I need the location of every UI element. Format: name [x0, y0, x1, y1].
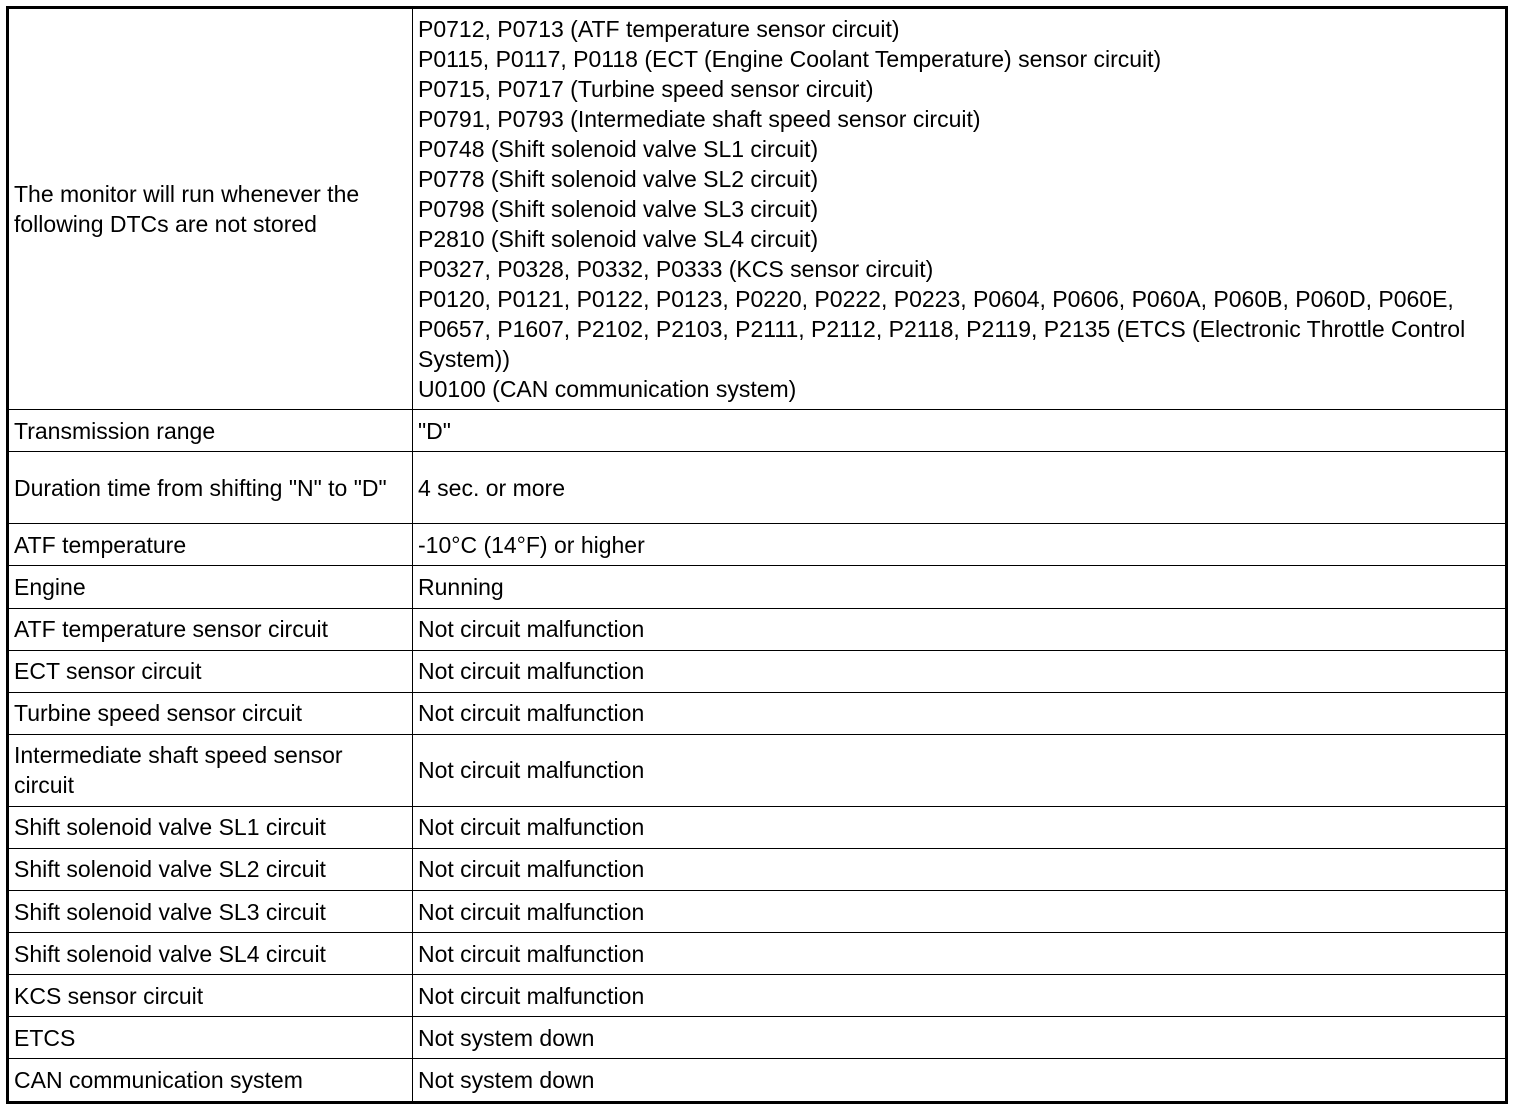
condition-label: Shift solenoid valve SL4 circuit	[9, 933, 413, 975]
condition-label: CAN communication system	[9, 1059, 413, 1101]
table-row	[9, 566, 1505, 608]
dtc-line: P0715, P0717 (Turbine speed sensor circuit)	[418, 76, 874, 103]
conditions-table	[9, 9, 1505, 1101]
table-row	[9, 692, 1505, 734]
condition-value: Not system down	[413, 1059, 1506, 1101]
condition-value: Not circuit malfunction	[413, 650, 1506, 692]
table-row	[9, 608, 1505, 650]
condition-label: KCS sensor circuit	[9, 975, 413, 1017]
table-row	[9, 848, 1505, 890]
condition-label: Shift solenoid valve SL3 circuit	[9, 890, 413, 932]
dtc-condition-label: The monitor will run whenever the following DTCs are not stored	[9, 9, 413, 410]
dtc-line: P2810 (Shift solenoid valve SL4 circuit)	[418, 226, 819, 253]
condition-label: Intermediate shaft speed sensor circuit	[9, 734, 413, 806]
condition-label: Turbine speed sensor circuit	[9, 692, 413, 734]
condition-value: Not system down	[413, 1017, 1506, 1059]
table-row	[9, 975, 1505, 1017]
condition-label: Duration time from shifting "N" to "D"	[9, 452, 413, 524]
condition-value: "D"	[413, 410, 1506, 452]
dtc-line: P0748 (Shift solenoid valve SL1 circuit)	[418, 136, 819, 163]
condition-value: Running	[413, 566, 1506, 608]
condition-label: Transmission range	[9, 410, 413, 452]
condition-value: Not circuit malfunction	[413, 848, 1506, 890]
table-row	[9, 452, 1505, 524]
dtc-line: U0100 (CAN communication system)	[418, 376, 797, 403]
table-row	[9, 806, 1505, 848]
condition-value: 4 sec. or more	[413, 452, 1506, 524]
table-row-dtc	[9, 9, 1505, 410]
condition-value: Not circuit malfunction	[413, 890, 1506, 932]
condition-value: Not circuit malfunction	[413, 806, 1506, 848]
table-row	[9, 650, 1505, 692]
condition-label: Engine	[9, 566, 413, 608]
condition-value: Not circuit malfunction	[413, 975, 1506, 1017]
table-body	[9, 9, 1505, 1101]
condition-value: Not circuit malfunction	[413, 734, 1506, 806]
condition-value: -10°C (14°F) or higher	[413, 524, 1506, 566]
table-row	[9, 734, 1505, 806]
condition-label: ECT sensor circuit	[9, 650, 413, 692]
table-row	[9, 410, 1505, 452]
condition-label: ATF temperature	[9, 524, 413, 566]
table-row	[9, 524, 1505, 566]
dtc-line: P0120, P0121, P0122, P0123, P0220, P0222, P0223, P0604, P0606, P060A, P060B, P060D, P060E, P0657, P1607, P2102, P2103, P2111, P2112, P2118, P2119, P2135 (ETCS (Electronic Throttle Control System))	[418, 286, 1466, 373]
condition-value: Not circuit malfunction	[413, 692, 1506, 734]
condition-label: Shift solenoid valve SL2 circuit	[9, 848, 413, 890]
condition-value: Not circuit malfunction	[413, 933, 1506, 975]
table-row	[9, 890, 1505, 932]
dtc-line: P0798 (Shift solenoid valve SL3 circuit)	[418, 196, 819, 223]
table-row	[9, 1059, 1505, 1101]
dtc-line: P0115, P0117, P0118 (ECT (Engine Coolant Temperature) sensor circuit)	[418, 46, 1162, 73]
condition-label: ATF temperature sensor circuit	[9, 608, 413, 650]
dtc-line: P0712, P0713 (ATF temperature sensor circuit)	[418, 16, 900, 43]
table-row	[9, 933, 1505, 975]
condition-label: Shift solenoid valve SL1 circuit	[9, 806, 413, 848]
dtc-line: P0327, P0328, P0332, P0333 (KCS sensor circuit)	[418, 256, 934, 283]
condition-label: ETCS	[9, 1017, 413, 1059]
table-row	[9, 1017, 1505, 1059]
condition-value: Not circuit malfunction	[413, 608, 1506, 650]
monitor-conditions-table	[6, 6, 1508, 1104]
dtc-list-cell	[413, 9, 1506, 410]
dtc-line: P0778 (Shift solenoid valve SL2 circuit)	[418, 166, 819, 193]
dtc-line: P0791, P0793 (Intermediate shaft speed sensor circuit)	[418, 106, 981, 133]
